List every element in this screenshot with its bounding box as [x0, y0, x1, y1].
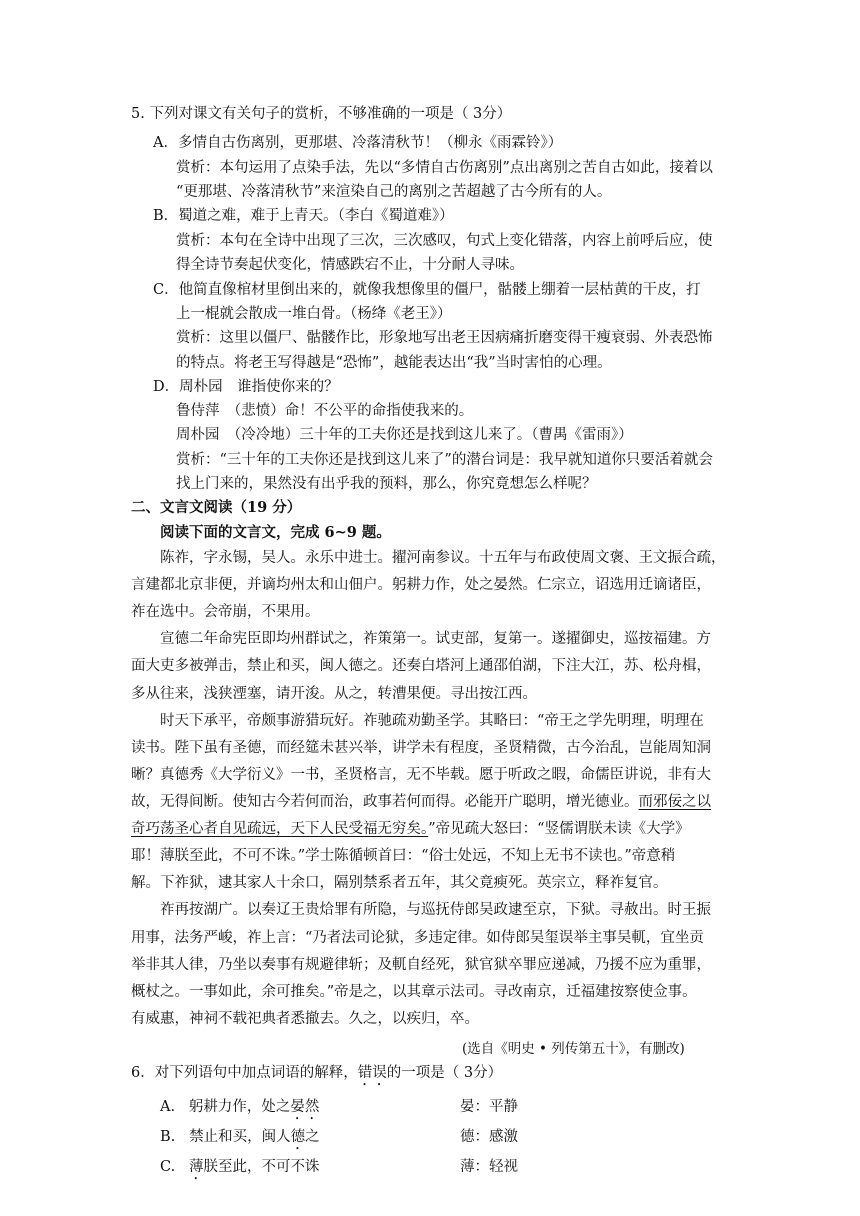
passage-text: 故，无得间断。使知古今若何而治，政事若何而得。必能开广聪明，增光德业。	[131, 794, 639, 810]
passage-source: (选自《明史 • 列传第五十》，有删改)	[462, 1041, 685, 1057]
q6-option-a	[160, 1097, 319, 1123]
passage-line: 用事，法务严峻，祚上言：“乃者法司论狱，多违定律。如侍郎吴玺误举主事吴軏，宜坐贡	[131, 930, 704, 946]
passage-line	[131, 792, 711, 812]
passage-line: 祚再按湖广。以奏辽王贵烚罪有所隐，与巡抚侍郎吴政逮至京，下狱。寻赦出。时王振	[160, 902, 711, 918]
option-letter: C.	[160, 1159, 176, 1175]
passage-line: 宣德二年命宪臣即均州群试之，祚策第一。试吏部，复第一。遂擢御史，巡按福建。方	[160, 631, 711, 647]
passage-line: 面大吏多被弹击，禁止和买，闽人德之。还奏白塔河上通邵伯湖，下注大江，苏、松舟楫，	[131, 658, 711, 674]
passage-line: 解。下祚狱，逮其家人十余口，隔别禁系者五年，其父竟瘐死。英宗立，释祚复官。	[131, 875, 668, 891]
passage-line	[131, 819, 690, 839]
q6-stem-text: 6．对下列语句中加点词语的解释，	[131, 1065, 358, 1081]
q5-option-d-line: 鲁侍萍 （悲愤）命！不公平的命指使我来的。	[176, 403, 474, 419]
section-heading: 二、文言文阅读（19 分）	[131, 499, 302, 516]
q5-option-a-analysis: “更那堪、冷落清秋节”来渲染自己的离别之苦超越了古今所有的人。	[176, 184, 612, 200]
q5-option-c: C．他简直像棺材里倒出来的，就像我想像里的僵尸，骷髅上绷着一层枯黄的干皮，打	[153, 282, 701, 298]
passage-line: 多从往来，浅狭湮塞，请开浚。从之，转漕果便。寻出按江西。	[131, 686, 537, 702]
option-text: 躬耕力作，处之	[188, 1099, 291, 1115]
q5-option-d-analysis: 找上门来的，果然没有出乎我的预料，那么，你究竟想怎么样呢？	[176, 476, 597, 492]
option-text: 禁止和买，闽人	[189, 1129, 291, 1145]
q5-option-c-analysis: 的特点。将老王写得越是“恐怖”，越能表达出“我”当时害怕的心理。	[176, 355, 612, 371]
q5-option-d-line: 周朴园 （冷冷地）三十年的工夫你还是找到这儿来了。（曹禺《雷雨》）	[176, 427, 633, 443]
q5-stem: 5. 下列对课文有关句子的赏析，不够准确的一项是（ 3分）	[131, 106, 512, 122]
q5-option-b: B．蜀道之难，难于上青天。（李白《蜀道难》）	[153, 208, 454, 224]
q5-option-a-analysis: 赏析：本句运用了点染手法，先以“多情自古伤离别”点出离别之苦自古如此，接着以	[176, 160, 713, 176]
passage-line: 读书。陛下虽有圣德，而经筵未甚兴举，讲学未有程度，圣贤精微，古今治乱，岂能周知洞	[131, 740, 711, 756]
passage-line: 耶！薄朕至此，不可不诛。”学士陈循顿首曰：“俗士处远，不知上无书不读也。”帝意稍	[131, 848, 676, 864]
option-text: 朕至此，不可不诛	[203, 1159, 320, 1175]
passage-line: 晰？真德秀《大学衍义》一书，圣贤格言，无不毕载。愿于听政之暇，命儒臣讲说，非有大	[131, 767, 711, 783]
option-dotted-word: 德	[290, 1129, 306, 1145]
q6-stem-text: 的一项是（ 3分）	[386, 1065, 503, 1081]
q6-option-b	[160, 1127, 320, 1153]
q6-stem-emphasis: 错误	[357, 1065, 387, 1081]
q6-option-a-gloss: 晏：平静	[460, 1099, 518, 1115]
section-instruction: 阅读下面的文言文，完成 6~9 题。	[160, 524, 391, 541]
q5-option-c-cont: 上一棍就会散成一堆白骨。（杨绛《老王》）	[176, 306, 452, 322]
option-letter: A.	[160, 1099, 176, 1115]
q5-option-c-analysis: 赏析：这里以僵尸、骷髅作比，形象地写出老王因病痛折磨变得干瘦衰弱、外表恐怖	[176, 330, 713, 346]
underlined-sentence: 而邪佞之以	[638, 794, 711, 810]
option-letter: B.	[160, 1129, 176, 1145]
q5-option-a: A．多情自古伤离别，更那堪、冷落清秋节！（柳永《雨霖铃》）	[153, 135, 563, 151]
q5-option-d: D．周朴园 谁指使你来的？	[153, 379, 339, 395]
passage-line: 时天下承平，帝颇事游猎玩好。祚驰疏劝勤圣学。其略曰：“帝王之学先明理，明理在	[160, 713, 704, 729]
passage-text: ”帝见疏大怒曰：“竖儒谓朕未读《大学》	[428, 821, 690, 837]
q5-option-d-analysis: 赏析：“三十年的工夫你还是找到这儿来了”的潜台词是：我早就知道你只要活着就会	[176, 452, 713, 468]
passage-line: 陈祚，字永锡，吴人。永乐中进士。擢河南参议。十五年与布政使周文褒、王文振合疏，	[160, 550, 726, 566]
passage-line: 言建都北京非便，并谪均州太和山佃户。躬耕力作，处之晏然。仁宗立，诏选用迁谪诸臣，	[131, 577, 711, 593]
q6-option-b-gloss: 德：感激	[460, 1129, 518, 1145]
q6-stem	[131, 1063, 502, 1089]
option-text: 之	[305, 1129, 320, 1145]
passage-line: 举非其人律，乃坐以奏事有规避律斩；及軏自经死，狱官狱卒罪应递减，乃援不应为重罪，	[131, 957, 711, 973]
q6-option-c	[160, 1157, 320, 1183]
passage-line: 祚在选中。会帝崩，不果用。	[131, 604, 320, 620]
passage-line: 概杖之。一事如此，余可推矣。”帝是之，以其章示法司。寻改南京，迁福建按察使佥事。	[131, 984, 697, 1000]
underlined-sentence: 奇巧荡圣心者自见疏远，天下人民受福无穷矣。	[131, 821, 429, 837]
passage-line: 有威惠，神祠不载祀典者悉撤去。久之，以疾归，卒。	[131, 1011, 479, 1027]
q5-option-b-analysis: 得全诗节奏起伏变化，情感跌宕不止，十分耐人寻味。	[176, 257, 524, 273]
q5-option-b-analysis: 赏析：本句在全诗中出现了三次，三次感叹，句式上变化错落，内容上前呼后应，使	[176, 233, 713, 249]
option-dotted-word: 薄	[189, 1159, 204, 1175]
q6-option-c-gloss: 薄：轻视	[460, 1159, 518, 1175]
option-dotted-word: 晏然	[290, 1099, 320, 1115]
